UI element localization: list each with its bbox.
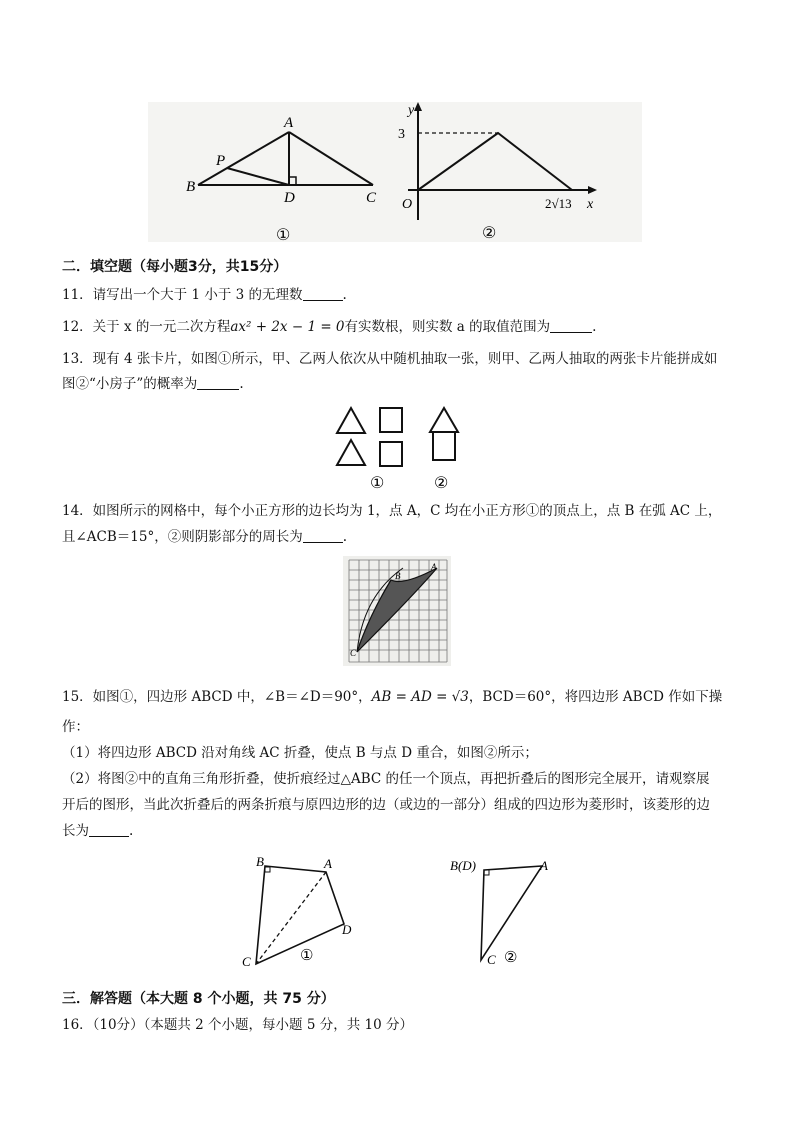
question-11 bbox=[62, 286, 347, 304]
q11-tail: . bbox=[342, 287, 347, 303]
tri-point-A: A bbox=[540, 858, 548, 873]
q13-answer-blank[interactable] bbox=[197, 375, 239, 390]
triangle-figure-2 bbox=[450, 852, 560, 970]
point-A-label: A bbox=[284, 115, 294, 131]
grid-point-A: A bbox=[431, 562, 437, 572]
q15-line-1 bbox=[62, 688, 722, 706]
q12-answer-blank[interactable] bbox=[550, 318, 592, 333]
q11-answer-blank[interactable] bbox=[303, 286, 343, 301]
q14-answer-blank[interactable] bbox=[303, 528, 343, 543]
q15-line-3: （1）将四边形 ABCD 沿对角线 AC 折叠，使点 B 与点 D 重合，如图②所示； bbox=[62, 745, 538, 761]
cards-label-2: ② bbox=[434, 475, 449, 492]
q15-answer-blank[interactable] bbox=[89, 822, 129, 837]
quadrilateral-figure-1 bbox=[238, 852, 368, 974]
q14-line-2 bbox=[62, 528, 347, 546]
q15-line-1c: ，BCD＝60°，将四边形 ABCD 作如下操 bbox=[468, 689, 723, 705]
grid-point-B: B bbox=[395, 571, 401, 581]
tri-figure-label-2: ② bbox=[504, 950, 518, 966]
quad-figure-label-1: ① bbox=[300, 948, 314, 964]
tri-point-BD: B(D) bbox=[450, 858, 476, 873]
origin-label: O bbox=[402, 197, 413, 212]
q13-line-2 bbox=[62, 375, 244, 393]
figure-label-1: ① bbox=[276, 227, 291, 242]
tri-point-C: C bbox=[487, 952, 496, 967]
question-12 bbox=[62, 318, 596, 336]
question-16: 16．（10分）（本题共 2 个小题，每小题 5 分，共 10 分） bbox=[62, 1017, 413, 1033]
q14-line-1: 14．如图所示的网格中，每个小正方形的边长均为 1，点 A，C 均在小正方形①的顶点上，点 B 在弧 AC 上， bbox=[62, 503, 722, 519]
q14-line-2-text: 且∠ACB＝15°，②则阴影部分的周长为 bbox=[62, 529, 303, 545]
q13-line-2-text: 图②“小房子”的概率为 bbox=[62, 376, 198, 392]
q15-tail: . bbox=[129, 823, 134, 839]
q12-post: 有实数根，则实数 a 的取值范围为 bbox=[344, 319, 551, 335]
section-3-title: 三．解答题（本大题 8 个小题，共 75 分） bbox=[62, 991, 335, 1007]
section-2-title: 二．填空题（每小题3分，共15分） bbox=[62, 259, 288, 275]
quad-point-D: D bbox=[342, 922, 352, 937]
quad-point-B: B bbox=[256, 854, 264, 869]
grid-point-C: C bbox=[350, 648, 357, 658]
point-D-label: D bbox=[284, 190, 295, 206]
q12-tail: . bbox=[592, 319, 597, 335]
y-tick-3: 3 bbox=[398, 127, 405, 142]
quad-point-A: A bbox=[324, 856, 332, 871]
q15-line-2: 作： bbox=[62, 719, 89, 735]
x-tick-label: 2√13 bbox=[545, 196, 572, 211]
quad-point-C: C bbox=[242, 954, 251, 969]
triangle-figure-1 bbox=[148, 102, 398, 242]
q13-line-1: 13．现有 4 张卡片，如图①所示，甲、乙两人依次从中随机抽取一张，则甲、乙两人抽取的两张卡片能拼成如 bbox=[62, 351, 718, 367]
q12-pre: 12．关于 x 的一元二次方程 bbox=[62, 319, 231, 335]
x-axis-label: x bbox=[587, 197, 594, 212]
y-axis-label: y bbox=[408, 103, 415, 118]
q15-line-6 bbox=[62, 822, 133, 840]
q12-equation: ax² + 2x − 1 = 0 bbox=[230, 319, 345, 335]
q15-line-1a: 15．如图①，四边形 ABCD 中，∠B＝∠D＝90°， bbox=[62, 689, 372, 705]
point-C-label: C bbox=[366, 190, 377, 206]
cards-figure bbox=[330, 400, 470, 495]
point-P-label: P bbox=[216, 153, 226, 169]
q15-equal-sides: AB = AD = √3 bbox=[371, 689, 469, 705]
q15-line-5: 开后的图形，当此次折叠后的两条折痕与原四边形的边（或边的一部分）组成的四边形为菱形时，该菱形的边 bbox=[62, 797, 710, 813]
grid-figure bbox=[343, 556, 451, 666]
function-graph-figure-2 bbox=[390, 100, 640, 242]
point-B-label: B bbox=[186, 179, 196, 195]
cards-label-1: ① bbox=[370, 475, 385, 492]
figure-label-2: ② bbox=[482, 225, 497, 242]
q15-line-4: （2）将图②中的直角三角形折叠，使折痕经过△ABC 的任一个顶点，再把折叠后的图形完全展开，请观察展 bbox=[62, 771, 710, 787]
q14-tail: . bbox=[342, 529, 348, 545]
q15-line-6-text: 长为 bbox=[62, 823, 89, 839]
q11-text: 11．请写出一个大于 1 小于 3 的无理数 bbox=[62, 287, 303, 303]
q13-tail: . bbox=[239, 376, 244, 392]
